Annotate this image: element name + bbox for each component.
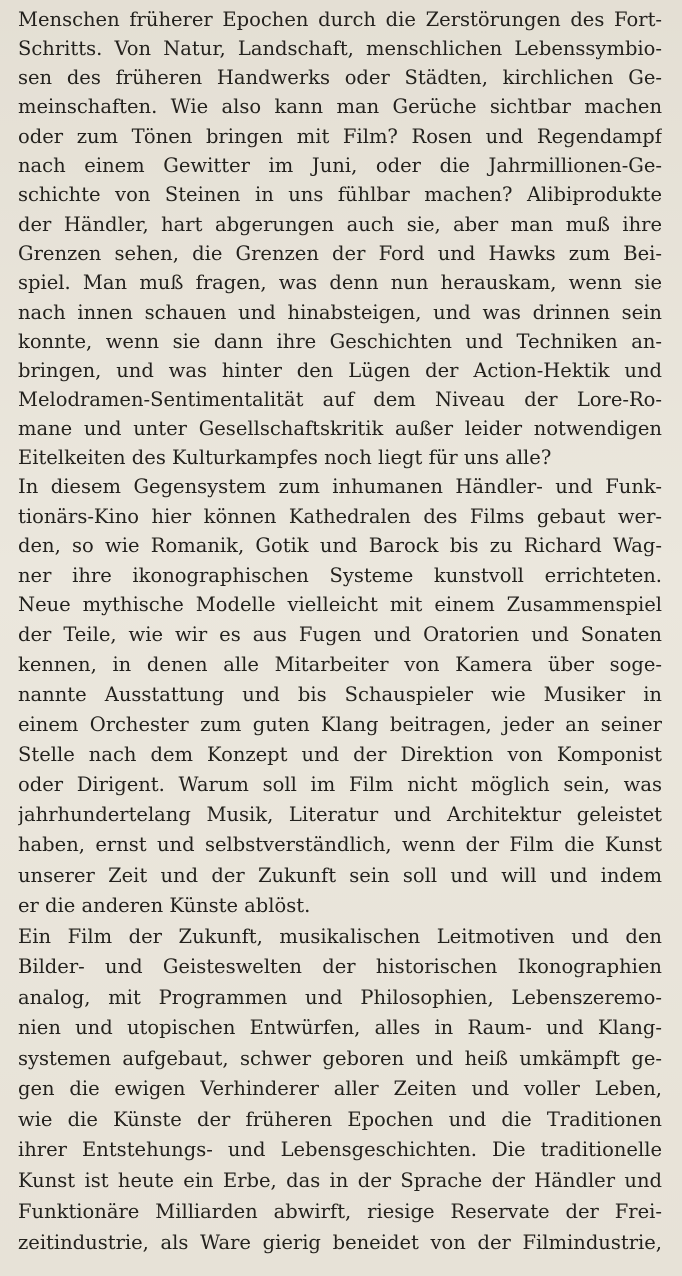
text-line: meinschaften. Wie also kann man Gerüche sichtbar machen [18, 95, 662, 118]
text-line: zeitindustrie, als Ware gierig beneidet von der Filmindustrie, [18, 1231, 662, 1254]
text-line: Grenzen sehen, die Grenzen der Ford und Hawks zum Bei- [18, 242, 662, 265]
text-line: In diesem Gegensystem zum inhumanen Händler- und Funk- [18, 475, 662, 498]
text-line: jahrhundertelang Musik, Literatur und Architektur geleistet [18, 803, 662, 826]
text-line: nannte Ausstattung und bis Schauspieler wie Musiker in [18, 683, 662, 706]
text-line: Melodramen-Sentimentalität auf dem Niveau der Lore-Ro- [18, 388, 662, 411]
text-line: oder zum Tönen bringen mit Film? Rosen und Regendampf [18, 125, 662, 148]
text-line: sen des früheren Handwerks oder Städten, kirchlichen Ge- [18, 66, 662, 89]
text-line: Bilder- und Geisteswelten der historischen Ikonographien [18, 955, 662, 978]
text-line: mane und unter Gesellschaftskritik außer leider notwendigen [18, 417, 662, 440]
text-line: schichte von Steinen in uns fühlbar machen? Alibiprodukte [18, 183, 662, 206]
text-line: Eitelkeiten des Kulturkampfes noch liegt für uns alle? [18, 446, 552, 469]
text-line: bringen, und was hinter den Lügen der Action-Hektik und [18, 359, 662, 382]
text-line: oder Dirigent. Warum soll im Film nicht möglich sein, was [18, 773, 662, 796]
text-line: haben, ernst und selbstverständlich, wenn der Film die Kunst [18, 833, 662, 856]
text-line: Menschen früherer Epochen durch die Zerstörungen des Fort- [18, 8, 662, 31]
text-line: spiel. Man muß fragen, was denn nun herauskam, wenn sie [18, 271, 662, 294]
text-line: der Händler, hart abgerungen auch sie, aber man muß ihre [18, 213, 662, 236]
text-line: einem Orchester zum guten Klang beitragen, jeder an seiner [18, 713, 662, 736]
text-line: unserer Zeit und der Zukunft sein soll und will und indem [18, 864, 662, 887]
text-line: Ein Film der Zukunft, musikalischen Leitmotiven und den [18, 925, 662, 948]
text-line: er die anderen Künste ablöst. [18, 894, 311, 917]
text-line: nach einem Gewitter im Juni, oder die Jahrmillionen-Ge- [18, 154, 662, 177]
text-line: nach innen schauen und hinabsteigen, und was drinnen sein [18, 301, 662, 324]
text-line: nien und utopischen Entwürfen, alles in Raum- und Klang- [18, 1016, 662, 1039]
text-line: ner ihre ikonographischen Systeme kunstvoll errichteten. [18, 564, 662, 587]
text-line: systemen aufgebaut, schwer geboren und heiß umkämpft ge- [18, 1047, 662, 1070]
text-line: analog, mit Programmen und Philosophien, Lebenszeremo- [18, 986, 662, 1009]
text-line: Schritts. Von Natur, Landschaft, menschlichen Lebenssymbio- [18, 37, 662, 60]
text-line: wie die Künste der früheren Epochen und die Traditionen [18, 1108, 662, 1131]
text-line: Kunst ist heute ein Erbe, das in der Sprache der Händler und [18, 1169, 662, 1192]
text-line: Funktionäre Milliarden abwirft, riesige Reservate der Frei- [18, 1200, 662, 1223]
text-line: gen die ewigen Verhinderer aller Zeiten und voller Leben, [18, 1077, 662, 1100]
text-line: den, so wie Romanik, Gotik und Barock bis zu Richard Wag- [18, 534, 662, 557]
text-line: Neue mythische Modelle vielleicht mit einem Zusammenspiel [18, 593, 662, 616]
text-line: kennen, in denen alle Mitarbeiter von Kamera über soge- [18, 653, 662, 676]
text-line: der Teile, wie wir es aus Fugen und Oratorien und Sonaten [18, 623, 662, 646]
text-line: Stelle nach dem Konzept und der Direktion von Komponist [18, 743, 662, 766]
text-line: ihrer Entstehungs- und Lebensgeschichten. Die traditionelle [18, 1138, 662, 1161]
text-line: konnte, wenn sie dann ihre Geschichten und Techniken an- [18, 330, 662, 353]
text-line: tionärs-Kino hier können Kathedralen des Films gebaut wer- [18, 505, 662, 528]
